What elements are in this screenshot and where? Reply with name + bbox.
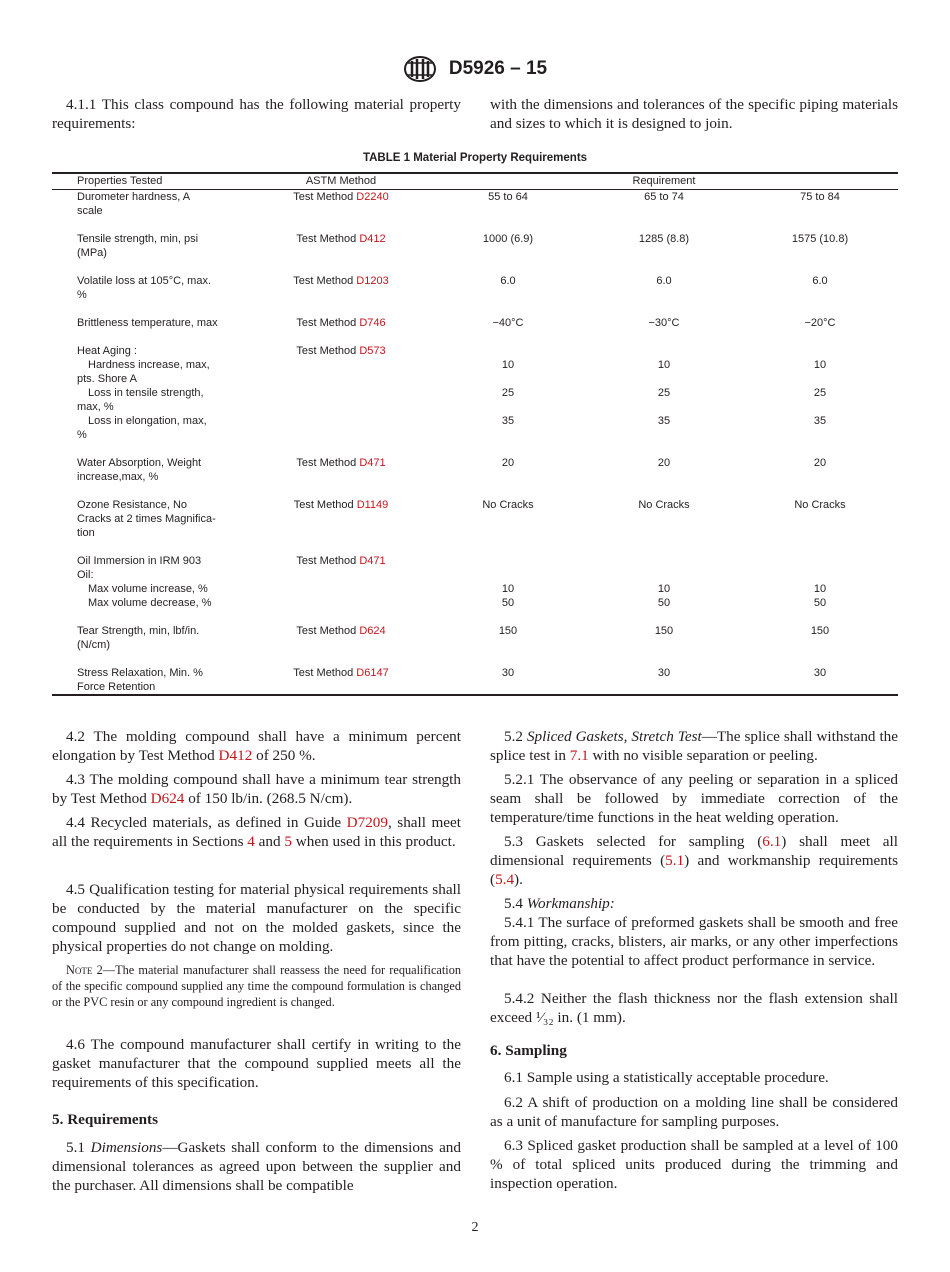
method-cell xyxy=(252,246,430,260)
table-row xyxy=(52,596,898,610)
requirement-cell xyxy=(586,526,742,540)
row-spacer xyxy=(52,484,898,498)
text-segment: 5.4 xyxy=(504,895,527,912)
text-segment: and xyxy=(254,833,285,850)
requirement-cell: 50 xyxy=(501,597,515,609)
requirement-cell: 75 to 84 xyxy=(800,191,840,203)
header-properties: Properties Tested xyxy=(77,175,163,187)
paragraph xyxy=(490,894,898,913)
property-cell: % xyxy=(77,429,87,441)
requirement-cell xyxy=(430,204,586,218)
method-cell xyxy=(252,596,430,610)
method-label: Test Method xyxy=(296,233,360,245)
requirement-cell: 1285 (8.8) xyxy=(638,233,690,245)
table-row xyxy=(52,666,898,680)
requirement-cell xyxy=(430,512,586,526)
method-cell xyxy=(252,316,430,330)
paragraph xyxy=(52,880,461,956)
cross-reference-link[interactable]: D7209 xyxy=(346,814,388,831)
method-link[interactable]: D471 xyxy=(359,555,386,567)
requirement-cell: 35 xyxy=(657,415,671,427)
method-cell xyxy=(252,456,430,470)
text-segment: ) and workmanship requirements ( xyxy=(490,852,898,888)
requirement-cell xyxy=(430,372,586,386)
method-label: Test Method xyxy=(293,275,357,287)
requirement-cell xyxy=(586,638,742,652)
row-spacer xyxy=(52,302,898,316)
property-cell: (N/cm) xyxy=(77,639,110,651)
requirement-cell xyxy=(586,568,742,582)
method-cell xyxy=(252,372,430,386)
paragraph xyxy=(490,913,898,970)
method-cell xyxy=(252,288,430,302)
property-cell: Ozone Resistance, No xyxy=(77,499,188,511)
paragraph xyxy=(490,832,898,889)
requirement-cell: 55 to 64 xyxy=(488,191,528,203)
row-spacer xyxy=(52,218,898,232)
table-row xyxy=(52,498,898,512)
requirement-cell xyxy=(586,400,742,414)
requirement-cell xyxy=(742,470,898,484)
method-cell xyxy=(252,386,430,400)
requirement-cell xyxy=(430,680,586,694)
paragraph xyxy=(490,989,898,1027)
page-header xyxy=(0,55,950,83)
requirement-cell xyxy=(742,246,898,260)
method-label: Test Method xyxy=(293,667,357,679)
requirement-cell xyxy=(742,288,898,302)
material-property-table xyxy=(52,172,898,696)
requirement-cell xyxy=(586,344,742,358)
method-link[interactable]: D471 xyxy=(359,457,386,469)
method-cell xyxy=(252,344,430,358)
section-heading xyxy=(52,1111,461,1129)
cross-reference-link[interactable]: D412 xyxy=(218,747,253,764)
requirement-cell: 10 xyxy=(813,359,827,371)
text-segment: 4.6 The compound manufacturer shall certify in writing to the gasket manufacturer that the compound supplied meets all the requirements of this specification. xyxy=(52,1036,461,1091)
requirement-cell xyxy=(742,204,898,218)
table-row xyxy=(52,680,898,694)
paragraph xyxy=(52,770,461,808)
table-row xyxy=(52,582,898,596)
table-row xyxy=(52,568,898,582)
text-segment: —The splice shall withstand the splice test in xyxy=(490,728,898,764)
requirement-cell: 150 xyxy=(654,625,674,637)
table-row xyxy=(52,554,898,568)
requirement-cell: 10 xyxy=(657,359,671,371)
method-link[interactable]: D1149 xyxy=(356,499,389,511)
text-segment: 6.1 Sample using a statistically acceptable procedure. xyxy=(504,1069,829,1086)
method-link[interactable]: D1203 xyxy=(356,275,389,287)
requirement-cell: No Cracks xyxy=(794,499,846,511)
method-cell xyxy=(252,526,430,540)
table-row xyxy=(52,372,898,386)
astm-logo-icon xyxy=(403,55,437,83)
text-segment: , shall meet all the requirements in Sections xyxy=(52,814,461,850)
requirement-cell: 10 xyxy=(501,583,515,595)
method-label: Test Method xyxy=(296,625,360,637)
paragraph xyxy=(490,1068,898,1087)
document-id: D5926 – 15 xyxy=(448,58,548,79)
property-cell: Force Retention xyxy=(77,681,156,693)
table-row xyxy=(52,190,898,204)
requirement-cell: 6.0 xyxy=(812,275,828,287)
method-label: Test Method xyxy=(296,317,360,329)
method-cell xyxy=(252,428,430,442)
text-segment: with no visible separation or peeling. xyxy=(588,747,818,764)
table-row xyxy=(52,526,898,540)
text-segment: 4.3 The molding compound shall have a minimum tear strength by Test Method xyxy=(52,771,461,807)
requirement-cell xyxy=(742,400,898,414)
requirement-cell: 20 xyxy=(501,457,515,469)
text-segment: ) shall meet all dimensional requirements ( xyxy=(490,833,898,869)
text-segment: of 150 lb/in. (268.5 N/cm). xyxy=(184,790,353,807)
property-cell: Heat Aging : xyxy=(77,345,137,357)
method-cell xyxy=(252,190,430,204)
text-segment: with the dimensions and tolerances of the specific piping materials and sizes to which it is designed to join. xyxy=(490,96,898,132)
requirement-cell xyxy=(742,568,898,582)
row-spacer xyxy=(52,330,898,344)
requirement-cell: 150 xyxy=(498,625,518,637)
header-requirement: Requirement xyxy=(632,175,696,187)
table-row xyxy=(52,414,898,428)
text-segment: —Gaskets shall conform to the dimensions and dimensional tolerances as agreed upon between the supplier and the purchaser. All dimensions shall be compatible xyxy=(52,1139,461,1194)
method-link[interactable]: D2240 xyxy=(356,191,389,203)
row-spacer xyxy=(52,260,898,274)
text-segment: 5.4.2 Neither the flash thickness nor the flash extension shall exceed ¹⁄₃₂ in. (1 mm). xyxy=(490,990,898,1026)
method-cell xyxy=(252,554,430,568)
requirement-cell xyxy=(430,246,586,260)
table-row xyxy=(52,638,898,652)
paragraph xyxy=(52,813,461,851)
table-header-row xyxy=(52,174,898,190)
text-segment: Note xyxy=(66,963,93,977)
paragraph xyxy=(52,95,461,133)
method-cell xyxy=(252,638,430,652)
requirement-cell: 1000 (6.9) xyxy=(482,233,534,245)
requirement-cell xyxy=(586,554,742,568)
property-cell: Durometer hardness, A xyxy=(77,191,191,203)
method-cell xyxy=(252,470,430,484)
requirement-cell: 20 xyxy=(657,457,671,469)
page-number: 2 xyxy=(471,1220,479,1235)
requirement-cell: 1575 (10.8) xyxy=(791,233,849,245)
requirement-cell: −20°C xyxy=(804,317,836,329)
paragraph xyxy=(52,727,461,765)
method-cell xyxy=(252,568,430,582)
requirement-cell xyxy=(586,372,742,386)
requirement-cell: 35 xyxy=(813,415,827,427)
requirement-cell: −40°C xyxy=(492,317,524,329)
requirement-cell xyxy=(430,288,586,302)
property-cell: Oil: xyxy=(77,569,94,581)
requirement-cell: 30 xyxy=(501,667,515,679)
text-segment: 6.3 Spliced gasket production shall be sampled at a level of 100 % of total spliced units produced during the trimming and inspection operation. xyxy=(490,1137,898,1192)
table-row xyxy=(52,288,898,302)
requirement-cell xyxy=(742,372,898,386)
text-segment: 6.2 A shift of production on a molding line shall be considered as a unit of manufacture for sampling purposes. xyxy=(490,1094,898,1130)
method-label: Test Method xyxy=(296,555,360,567)
text-segment: 5.2 xyxy=(504,728,527,745)
text-segment: ). xyxy=(514,871,523,888)
requirement-cell: 25 xyxy=(657,387,671,399)
requirement-cell: 10 xyxy=(501,359,515,371)
table-row xyxy=(52,232,898,246)
table-row xyxy=(52,316,898,330)
property-cell: Hardness increase, max, xyxy=(88,359,210,371)
table-row xyxy=(52,428,898,442)
text-segment: 5.2.1 The observance of any peeling or separation in a spliced seam shall be followed by immediate correction of the temperature/time functions in the heat welding operation. xyxy=(490,771,898,826)
requirement-cell xyxy=(430,428,586,442)
property-cell: Volatile loss at 105°C, max. xyxy=(77,275,212,287)
requirement-cell: No Cracks xyxy=(638,499,690,511)
requirement-cell: 25 xyxy=(813,387,827,399)
requirement-cell xyxy=(586,246,742,260)
requirement-cell: 20 xyxy=(813,457,827,469)
table-caption: TABLE 1 Material Property Requirements xyxy=(362,152,588,164)
table-row xyxy=(52,204,898,218)
requirement-cell: 30 xyxy=(813,667,827,679)
text-segment: 5.4.1 The surface of preformed gaskets shall be smooth and free from pitting, cracks, blisters, air marks, or any other imperfections that have the potential to affect product performance in service. xyxy=(490,914,898,969)
text-segment: 4.5 Qualification testing for material physical requirements shall be conducted by the material manufacturer on the specific compound supplied and not on the molded gaskets, since the physical properties do not change on molding. xyxy=(52,881,461,955)
requirement-cell: 50 xyxy=(813,597,827,609)
table-row xyxy=(52,400,898,414)
table-row xyxy=(52,246,898,260)
property-cell: pts. Shore A xyxy=(77,373,137,385)
text-segment: 4.4 Recycled materials, as defined in Guide xyxy=(66,814,347,831)
property-cell: increase,max, % xyxy=(77,471,159,483)
paragraph xyxy=(52,1138,461,1195)
cross-reference-link[interactable]: 7.1 xyxy=(569,747,589,764)
requirement-cell: 35 xyxy=(501,415,515,427)
method-cell xyxy=(252,358,430,372)
requirement-cell xyxy=(430,554,586,568)
table-row xyxy=(52,624,898,638)
text-segment: 5.1 xyxy=(66,1139,91,1156)
method-cell xyxy=(252,680,430,694)
property-cell: (MPa) xyxy=(77,247,107,259)
table-row xyxy=(52,358,898,372)
requirement-cell: −30°C xyxy=(648,317,680,329)
property-cell: Tensile strength, min, psi xyxy=(77,233,199,245)
paragraph xyxy=(490,727,898,765)
requirement-cell xyxy=(586,428,742,442)
requirement-cell xyxy=(430,400,586,414)
requirement-cell: 6.0 xyxy=(500,275,516,287)
paragraph xyxy=(490,1136,898,1193)
requirement-cell: 10 xyxy=(813,583,827,595)
text-segment: 4.1.1 This class compound has the following material property requirements: xyxy=(52,96,461,132)
requirement-cell xyxy=(586,680,742,694)
requirement-cell xyxy=(742,344,898,358)
property-cell: Loss in tensile strength, xyxy=(88,387,204,399)
requirement-cell xyxy=(742,680,898,694)
method-cell xyxy=(252,232,430,246)
requirement-cell: 50 xyxy=(657,597,671,609)
method-link[interactable]: D573 xyxy=(359,345,386,357)
method-cell xyxy=(252,624,430,638)
cross-reference-link[interactable]: 4 xyxy=(247,833,255,850)
text-segment: 4.2 The molding compound shall have a minimum percent elongation by Test Method xyxy=(52,728,461,764)
text-segment: Workmanship: xyxy=(526,895,615,912)
requirement-cell: 6.0 xyxy=(656,275,672,287)
method-cell xyxy=(252,498,430,512)
table-row xyxy=(52,386,898,400)
method-label: Test Method xyxy=(293,499,357,511)
requirement-cell xyxy=(430,568,586,582)
requirement-cell xyxy=(742,428,898,442)
requirement-cell xyxy=(742,638,898,652)
method-label: Test Method xyxy=(293,191,357,203)
text-segment: of 250 %. xyxy=(252,747,316,764)
cross-reference-link[interactable]: 5 xyxy=(284,833,292,850)
text-segment: Dimensions xyxy=(90,1139,163,1156)
paragraph xyxy=(490,1093,898,1131)
cross-reference-link[interactable]: 5.1 xyxy=(665,852,685,869)
property-cell: Tear Strength, min, lbf/in. xyxy=(77,625,200,637)
requirement-cell xyxy=(742,554,898,568)
property-cell: Loss in elongation, max, xyxy=(88,415,207,427)
row-spacer xyxy=(52,540,898,554)
method-cell xyxy=(252,414,430,428)
requirement-cell xyxy=(586,204,742,218)
requirement-cell: 10 xyxy=(657,583,671,595)
method-link[interactable]: D412 xyxy=(359,233,386,245)
method-cell xyxy=(252,400,430,414)
requirement-cell: 30 xyxy=(657,667,671,679)
property-cell: Oil Immersion in IRM 903 xyxy=(77,555,202,567)
property-cell: Stress Relaxation, Min. % xyxy=(77,667,203,679)
requirement-cell xyxy=(586,470,742,484)
table-row xyxy=(52,456,898,470)
text-segment: 2—The material manufacturer shall reassess the need for requalification of the specific compound supplied any time the compound formulation is changed or the PVC resin or any compound ingredient is changed. xyxy=(52,963,461,1009)
text-segment: 5.3 Gaskets selected for sampling ( xyxy=(504,833,763,850)
requirement-cell: 150 xyxy=(810,625,830,637)
method-cell xyxy=(252,274,430,288)
paragraph xyxy=(52,1035,461,1092)
property-cell: Max volume decrease, % xyxy=(88,597,212,609)
method-cell xyxy=(252,666,430,680)
table-row xyxy=(52,512,898,526)
property-cell: % xyxy=(77,289,87,301)
text-segment: 6. Sampling xyxy=(490,1042,567,1059)
property-cell: scale xyxy=(77,205,103,217)
method-label: Test Method xyxy=(296,457,360,469)
table-row xyxy=(52,344,898,358)
property-cell: max, % xyxy=(77,401,114,413)
method-link[interactable]: D624 xyxy=(359,625,386,637)
method-link[interactable]: D746 xyxy=(359,317,386,329)
requirement-cell: 25 xyxy=(501,387,515,399)
table-row xyxy=(52,470,898,484)
method-link[interactable]: D6147 xyxy=(356,667,389,679)
requirement-cell xyxy=(430,344,586,358)
paragraph xyxy=(490,770,898,827)
cross-reference-link[interactable]: 5.4 xyxy=(495,871,515,888)
paragraph xyxy=(490,95,898,133)
requirement-cell xyxy=(586,512,742,526)
table-row xyxy=(52,274,898,288)
property-cell: Max volume increase, % xyxy=(88,583,208,595)
requirement-cell xyxy=(742,512,898,526)
method-cell xyxy=(252,204,430,218)
requirement-cell xyxy=(742,526,898,540)
row-spacer xyxy=(52,652,898,666)
method-label: Test Method xyxy=(296,345,360,357)
row-spacer xyxy=(52,442,898,456)
property-cell: Water Absorption, Weight xyxy=(77,457,202,469)
note-paragraph xyxy=(52,962,461,1010)
requirement-cell xyxy=(586,288,742,302)
cross-reference-link[interactable]: D624 xyxy=(150,790,185,807)
requirement-cell xyxy=(430,526,586,540)
text-segment: 5. Requirements xyxy=(52,1111,159,1128)
property-cell: tion xyxy=(77,527,95,539)
section-heading xyxy=(490,1042,898,1060)
requirement-cell xyxy=(430,638,586,652)
row-spacer xyxy=(52,610,898,624)
property-cell: Cracks at 2 times Magnifica- xyxy=(77,513,216,525)
requirement-cell: 65 to 74 xyxy=(644,191,684,203)
text-segment: Spliced Gaskets, Stretch Test xyxy=(526,728,702,745)
property-cell: Brittleness temperature, max xyxy=(77,317,218,329)
requirement-cell: No Cracks xyxy=(482,499,534,511)
header-method: ASTM Method xyxy=(305,175,377,187)
method-cell xyxy=(252,582,430,596)
cross-reference-link[interactable]: 6.1 xyxy=(762,833,782,850)
requirement-cell xyxy=(430,470,586,484)
text-segment: when used in this product. xyxy=(292,833,456,850)
method-cell xyxy=(252,512,430,526)
